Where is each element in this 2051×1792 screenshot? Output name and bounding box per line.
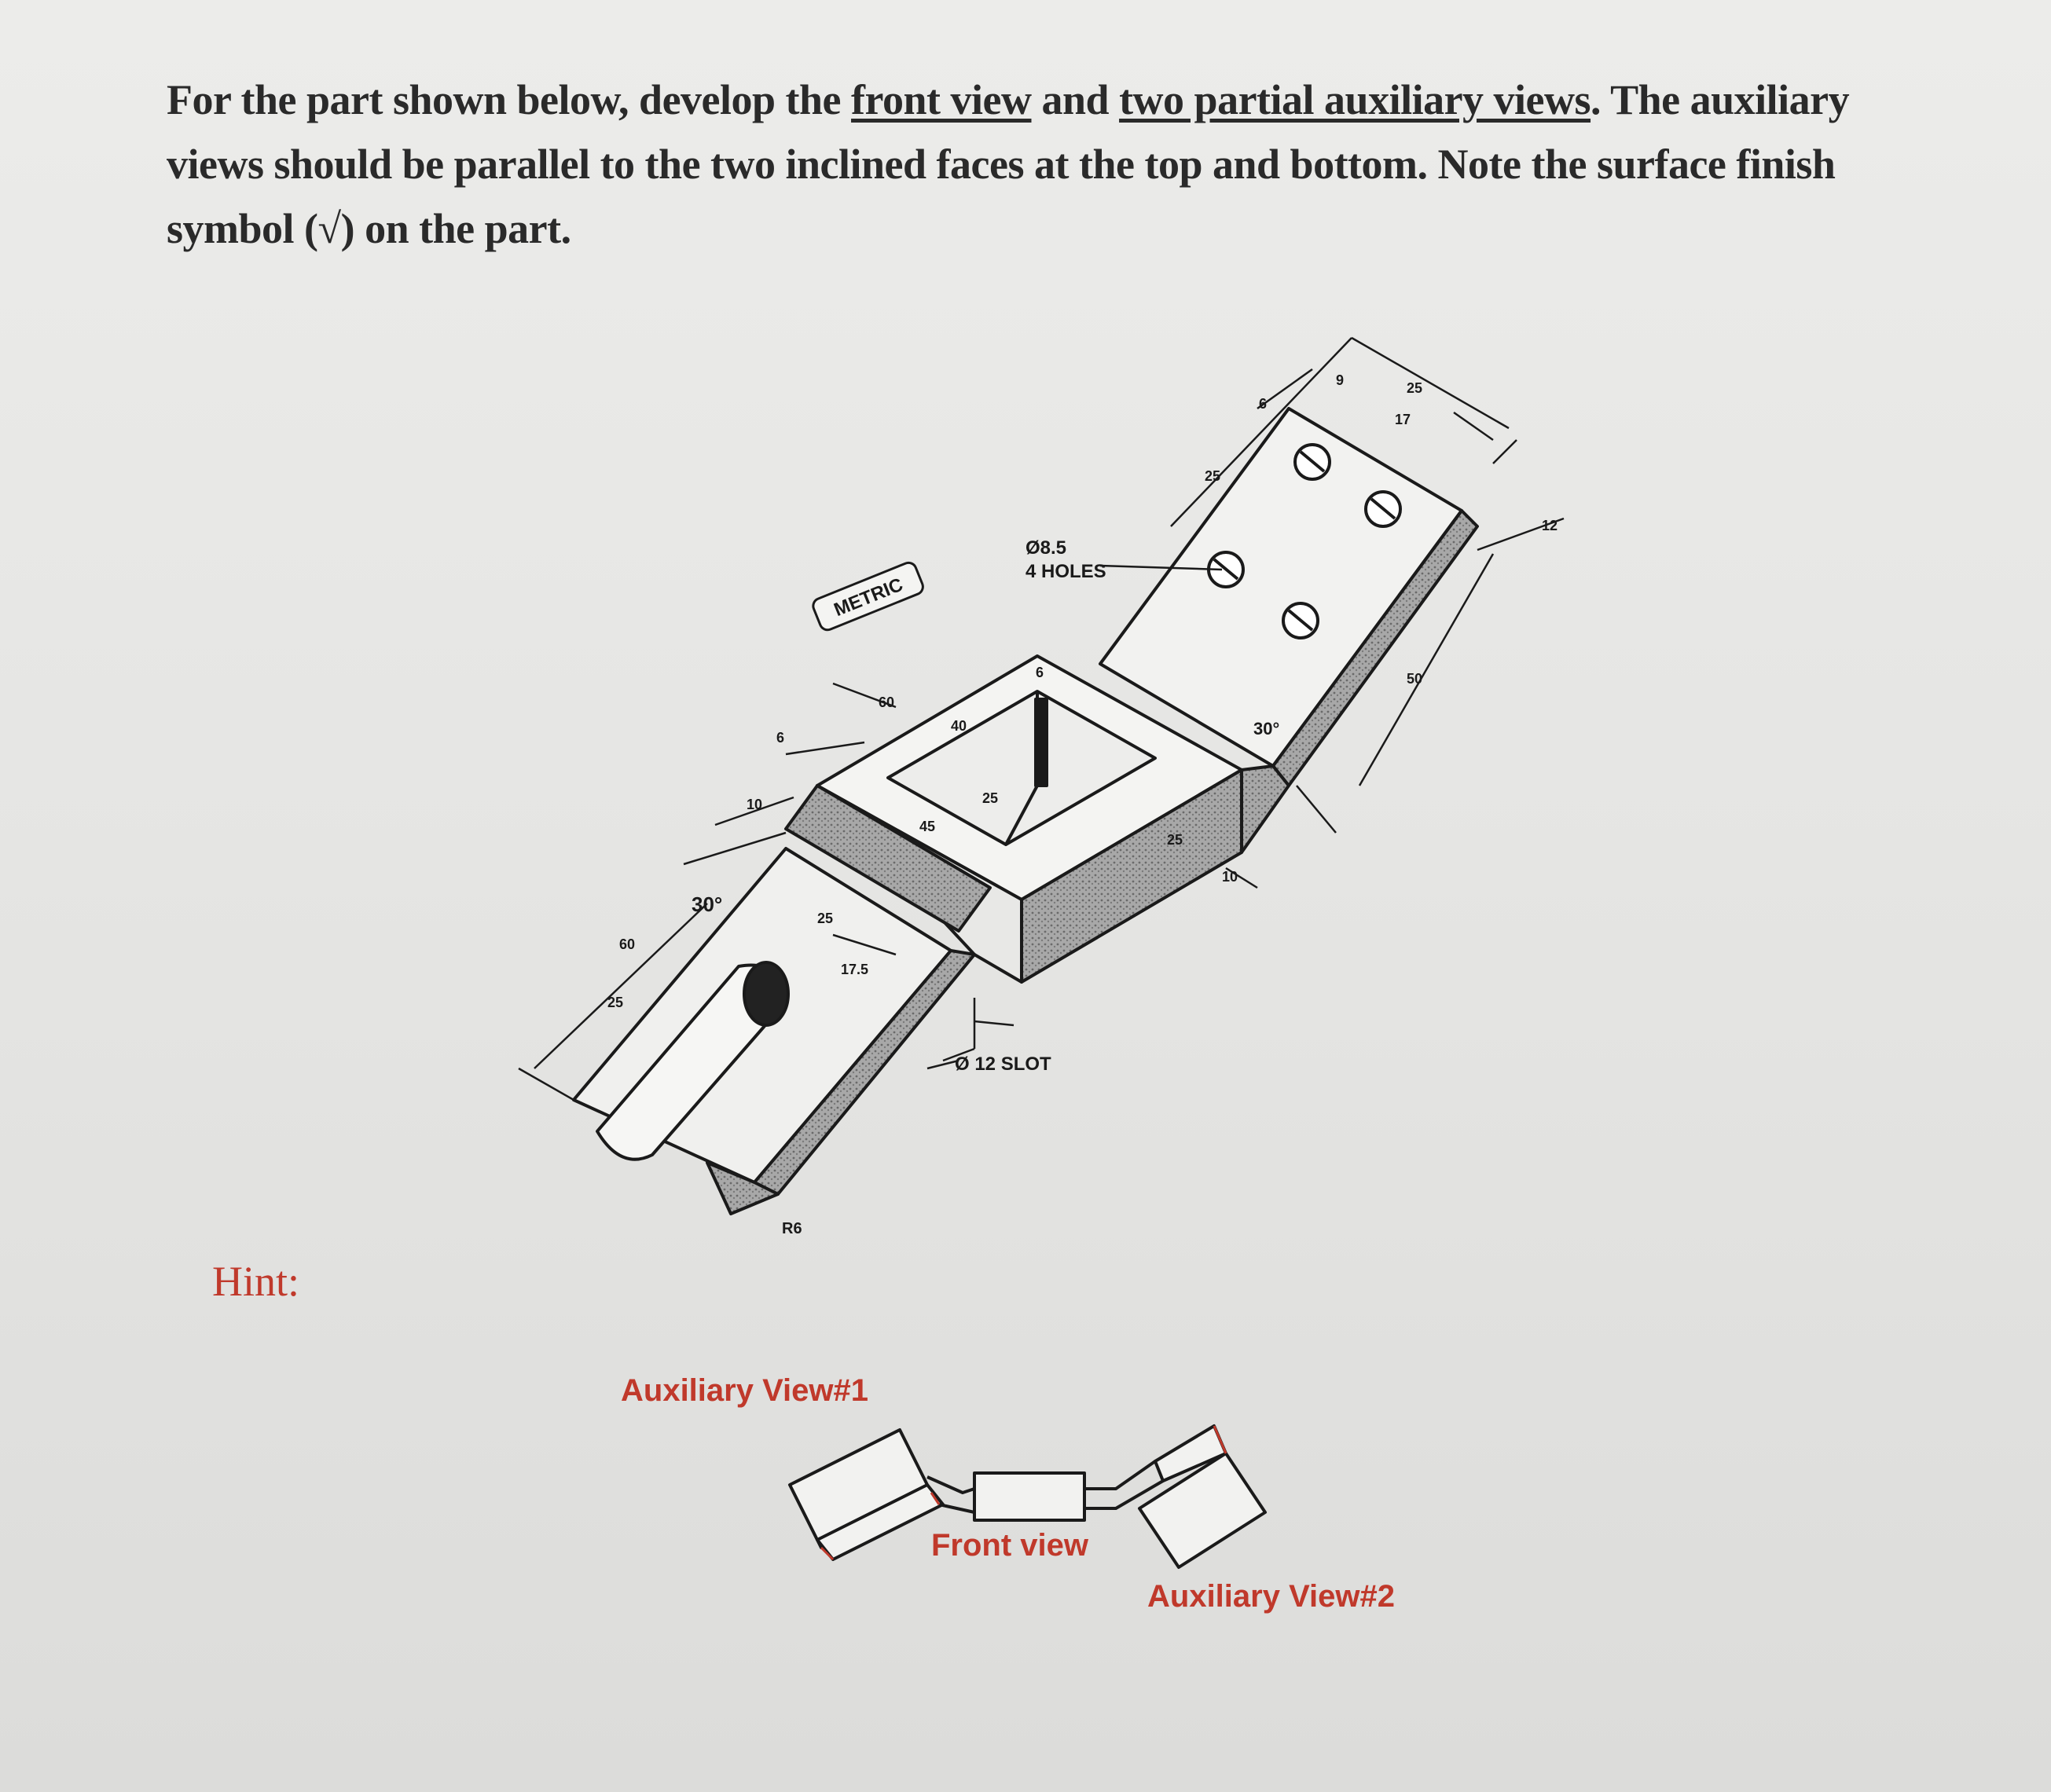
angle-bottom: 30° (692, 892, 723, 916)
statement-aux-views: two partial auxiliary views (1119, 76, 1591, 123)
aux-view-1-label: Auxiliary View#1 (621, 1373, 868, 1408)
statement-text-2: and (1031, 76, 1120, 123)
front-view-box (974, 1473, 1084, 1520)
dim-label: 17 (1395, 412, 1411, 427)
dim-label: 10 (747, 797, 763, 812)
dim-label: 25 (1167, 832, 1183, 848)
statement-front-view: front view (851, 76, 1032, 123)
dim-label: 6 (1259, 396, 1268, 412)
dim-label: 6 (1036, 665, 1044, 680)
holes-count: 4 HOLES (1026, 561, 1106, 582)
hint-label: Hint: (212, 1258, 300, 1305)
statement-text-1: For the part shown below, develop the (167, 76, 852, 123)
bend-left-2 (939, 1504, 974, 1512)
angle-top: 30° (1253, 719, 1280, 738)
dim-label: 25 (1407, 380, 1423, 396)
statement-text-3: . The auxiliary views should be parallel to the two inclined faces at the top and bottom. Note the surface finish symbol ( (167, 76, 1850, 252)
dim-label: 25 (1205, 468, 1221, 484)
dim-label: 12 (1542, 518, 1558, 533)
surface-finish-symbol: √ (317, 205, 341, 252)
slot-note: Ø 12 SLOT (955, 1054, 1051, 1075)
statement-text-4: ) on the part. (340, 205, 571, 252)
front-view-label: Front view (931, 1528, 1089, 1563)
dim-label: 25 (982, 790, 999, 806)
dim-label: 45 (919, 819, 936, 834)
bend-right (1084, 1461, 1155, 1489)
aux-view-2-label: Auxiliary View#2 (1147, 1579, 1395, 1614)
dim-label: 60 (619, 936, 636, 952)
radius-label: R6 (782, 1220, 802, 1237)
dim-label: 9 (1336, 372, 1345, 388)
metric-label: METRIC (831, 574, 906, 621)
dim-label: 60 (879, 694, 895, 710)
dim-label: 50 (1407, 671, 1423, 687)
dim-label: 40 (951, 718, 967, 734)
dim-label: 6 (776, 730, 785, 746)
bend-left (927, 1477, 974, 1493)
dim-label: 17.5 (841, 962, 869, 977)
dim-label: 25 (817, 911, 834, 926)
dim-label: 10 (1222, 869, 1238, 885)
dim-label: 25 (607, 995, 624, 1010)
holes-diameter: Ø8.5 (1026, 537, 1067, 559)
